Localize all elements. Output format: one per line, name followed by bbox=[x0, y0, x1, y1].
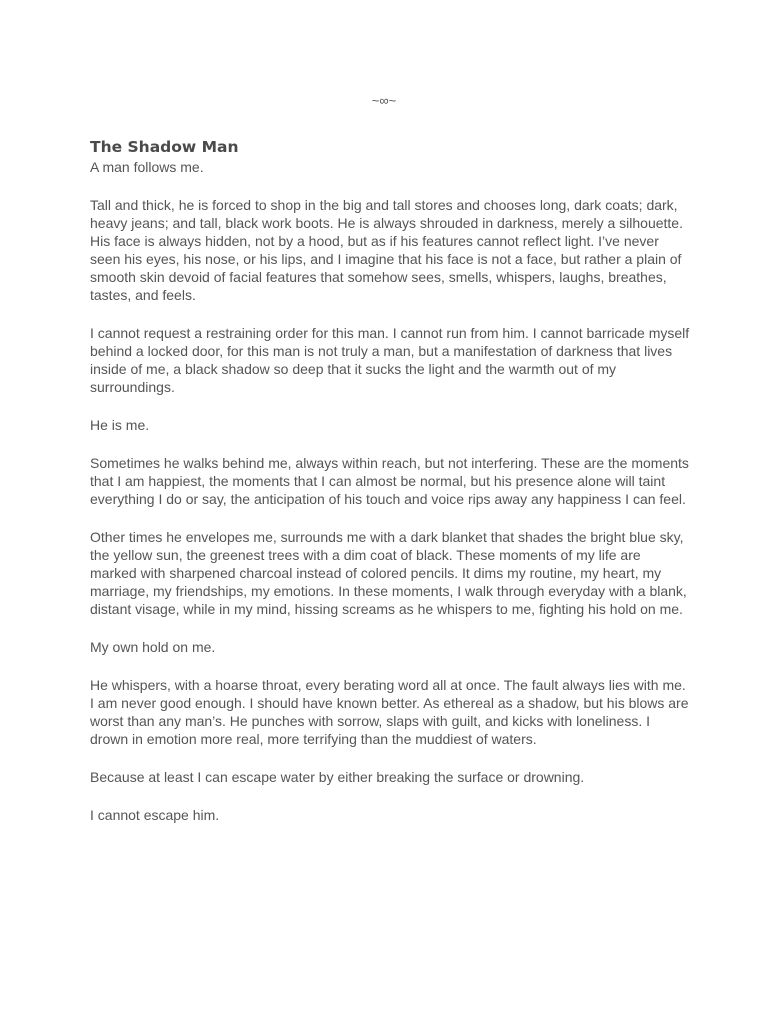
article-body bbox=[90, 136, 690, 844]
paragraph: Because at least I can escape water by either breaking the surface or drowning. bbox=[90, 769, 585, 785]
section-ornament: ~∞~ bbox=[371, 93, 397, 108]
paragraph: Other times he envelopes me, surrounds me with a dark blanket that shades the bright blue sky, the yellow sun, the greenest trees with a dim coat of black. These moments of my life are marked with sharpened charcoal instead of colored pencils. It dims my routine, my heart, my marriage, my friendships, my emotions. In these moments, I walk through everyday with a blank, distant visage, while in my mind, hissing screams as he whispers to me, fighting his hold on me. bbox=[90, 529, 687, 617]
story-subtitle: A man follows me. bbox=[90, 159, 204, 175]
paragraph: Sometimes he walks behind me, always within reach, but not interfering. These are the moments that I am happiest, the moments that I can almost be normal, but his presence alone will taint everything I do or say, the anticipation of his touch and voice rips away any happiness I can feel. bbox=[90, 455, 689, 507]
paragraph: He is me. bbox=[90, 417, 150, 433]
paragraph: I cannot request a restraining order for this man. I cannot run from him. I cannot barricade myself behind a locked door, for this man is not truly a man, but a manifestation of darkness that lives inside of me, a black shadow so deep that it sucks the light and the warmth out of my surroundings. bbox=[90, 325, 690, 395]
story-title: The Shadow Man bbox=[90, 138, 239, 156]
paragraph: Tall and thick, he is forced to shop in the big and tall stores and chooses long, dark coats; dark, heavy jeans; and tall, black work boots. He is always shrouded in darkness, merely a silhouette. His face is always hidden, not by a hood, but as if his features cannot reflect light. I’ve never seen his eyes, his nose, or his lips, and I imagine that his face is not a face, but rather a plain of smooth skin devoid of facial features that somehow sees, smells, whispers, laughs, breathes, tastes, and feels. bbox=[90, 197, 683, 303]
paragraph: He whispers, with a hoarse throat, every berating word all at once. The fault always lies with me. I am never good enough. I should have known better. As ethereal as a shadow, but his blows are worst than any man’s. He punches with sorrow, slaps with guilt, and kicks with loneliness. I drown in emotion more real, more terrifying than the muddiest of waters. bbox=[90, 677, 689, 747]
paragraph: I cannot escape him. bbox=[90, 807, 220, 823]
paragraph: My own hold on me. bbox=[90, 639, 216, 655]
